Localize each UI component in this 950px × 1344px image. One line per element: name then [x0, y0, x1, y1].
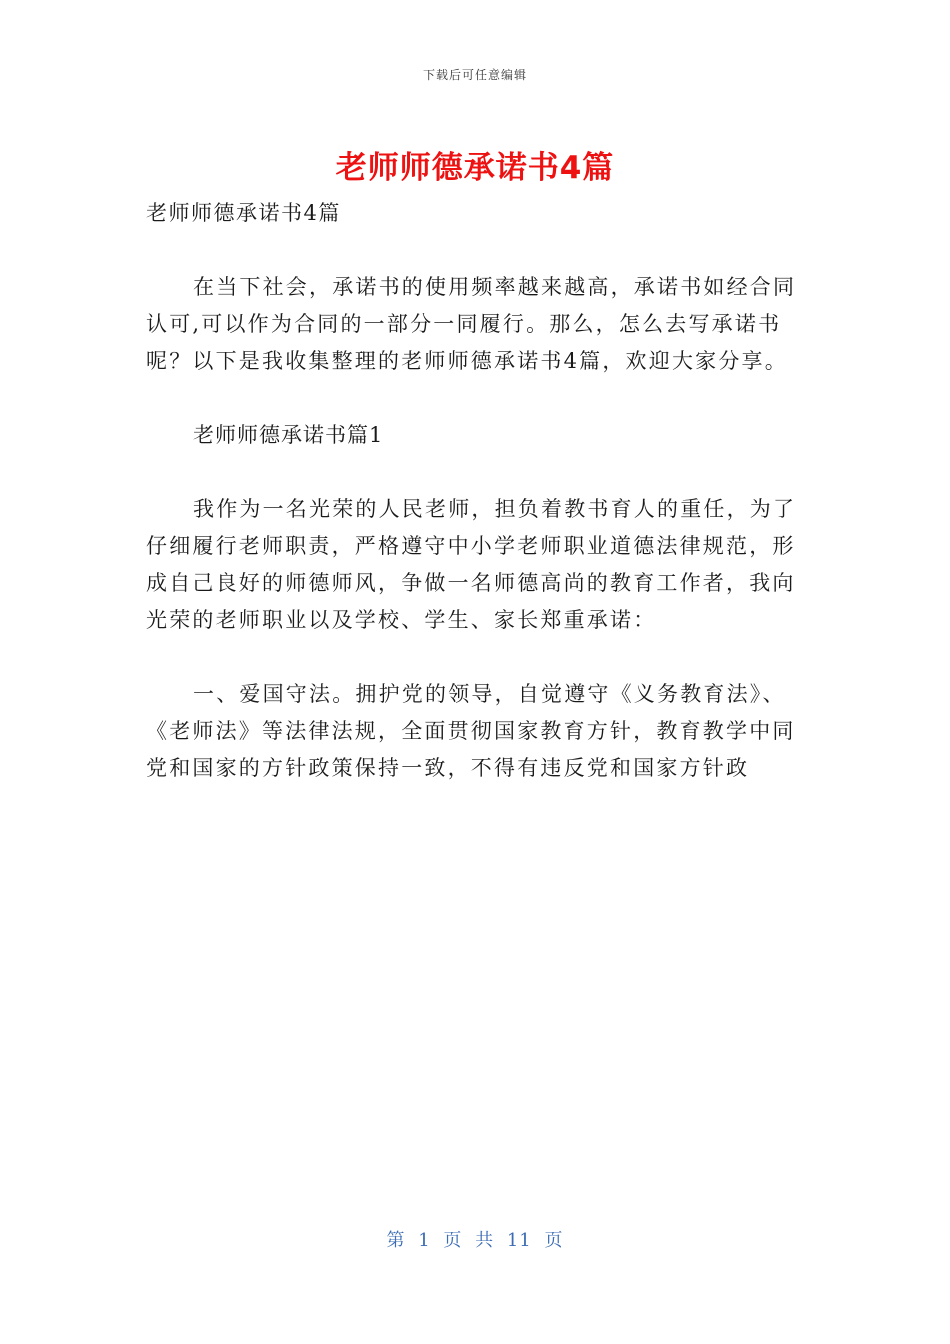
page-number: 第 1 页 共 11 页	[386, 1230, 564, 1251]
document-body	[146, 195, 806, 824]
pledge-item-1: 一、爱国守法。拥护党的领导，自觉遵守《义务教育法》、《老师法》等法律法规，全面贯彻国家教育方针，教育教学中同党和国家的方针政策保持一致，不得有违反党和国家方针政	[146, 682, 796, 780]
pledge-paragraph: 我作为一名光荣的人民老师，担负着教书育人的重任，为了仔细履行老师职责，严格遵守中小学老师职业道德法律规范，形成自己良好的师德师风，争做一名师德高尚的教育工作者，我向光荣的老师职业以及学校、学生、家长郑重承诺：	[146, 497, 797, 632]
section-heading: 老师师德承诺书篇1	[193, 423, 384, 447]
document-subtitle: 老师师德承诺书4篇	[146, 201, 341, 225]
document-title: 老师师德承诺书4篇	[335, 150, 615, 186]
header-note: 下载后可任意编辑	[422, 68, 527, 82]
intro-paragraph: 在当下社会，承诺书的使用频率越来越高，承诺书如经合同认可,可以作为合同的一部分一同履行。那么，怎么去写承诺书呢？以下是我收集整理的老师师德承诺书4篇，欢迎大家分享。	[146, 275, 797, 373]
